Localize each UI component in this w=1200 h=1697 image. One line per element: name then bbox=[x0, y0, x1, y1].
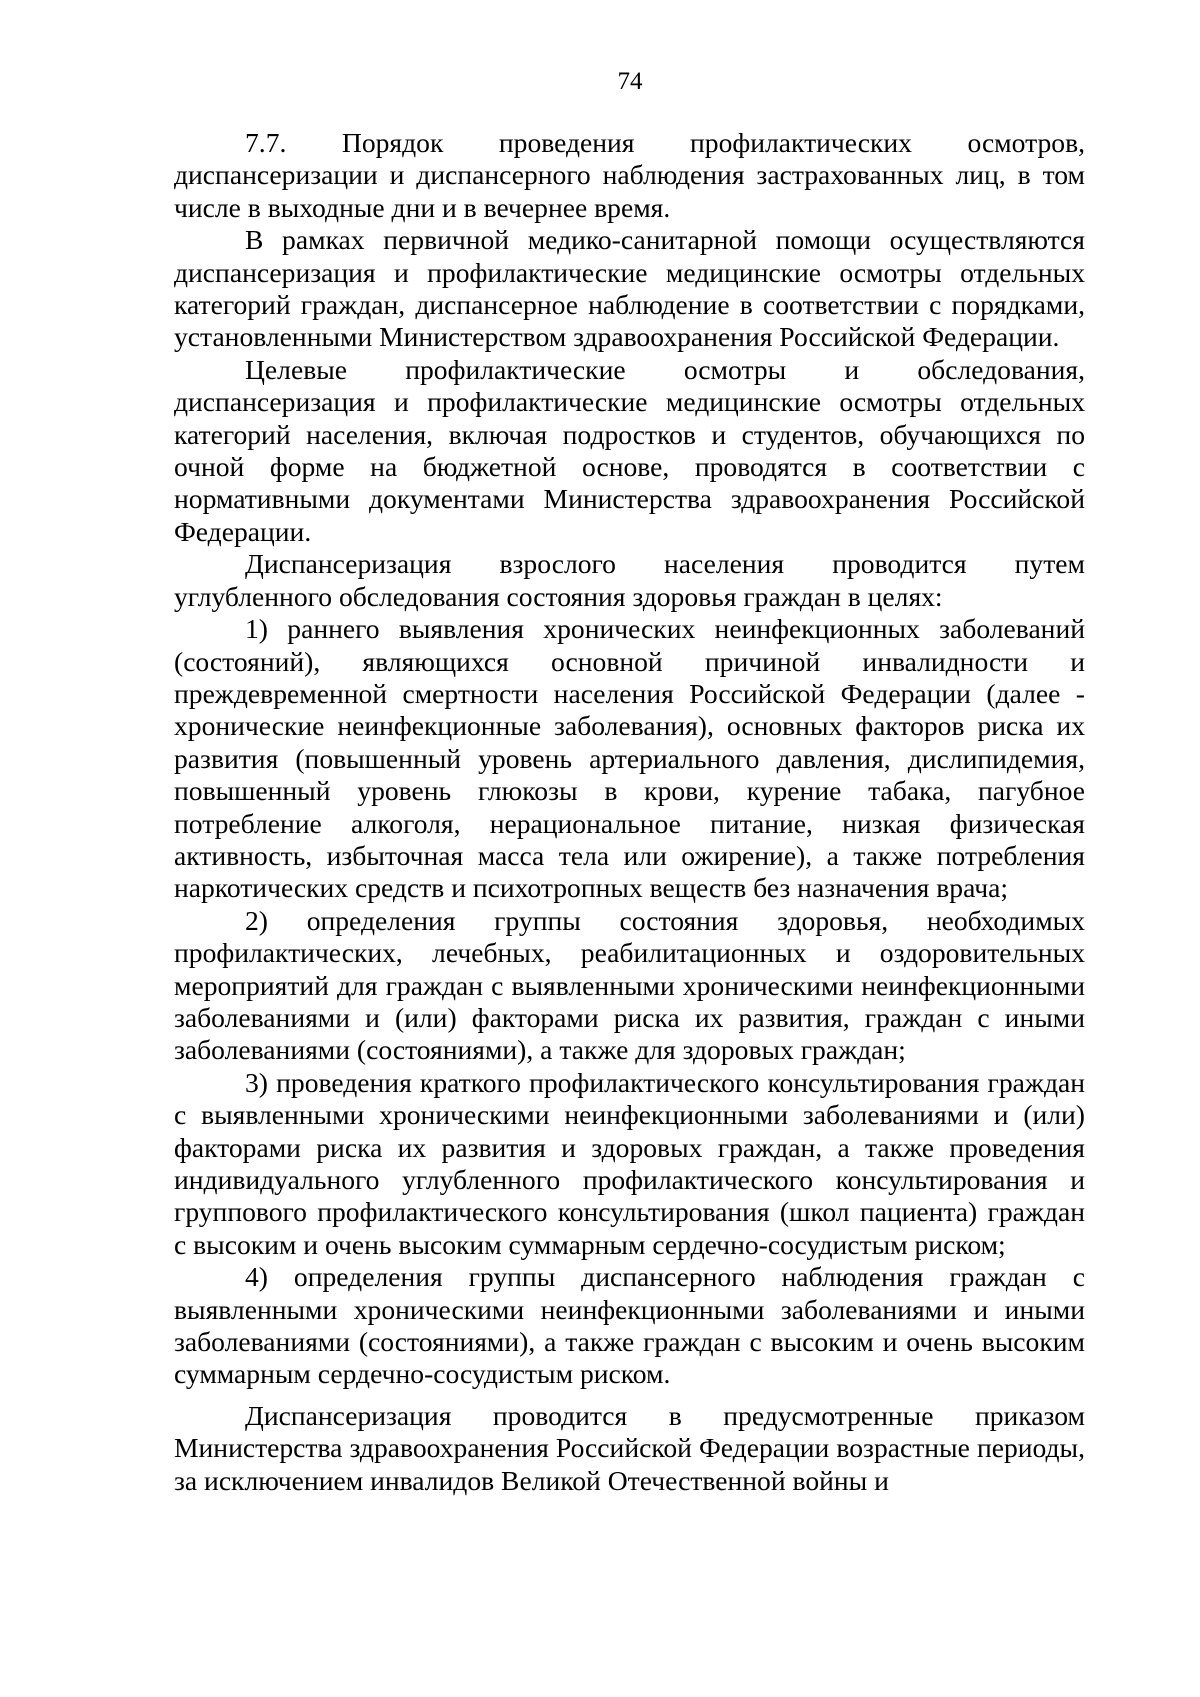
section-heading-paragraph: 7.7. Порядок проведения профилактических осмотров, диспансеризации и диспансерного наблюдения застрахованных лиц, в том числе в выходные дни и в вечернее время. bbox=[174, 127, 1085, 223]
list-item-paragraph: 2) определения группы состояния здоровья, необходимых профилактических, лечебных, реабилитационных и оздоровительных мероприятий для граждан с выявленными хроническими неинфекционными заболеваниями и (или) факторами риска их развития, граждан с иными заболеваниями (состояниями), а также для здоровых граждан; bbox=[174, 904, 1085, 1066]
list-item-paragraph: 1) раннего выявления хронических неинфекционных заболеваний (состояний), являющихся основной причиной инвалидности и преждевременной смертности населения Российской Федерации (далее - хронические неинфекционные заболевания), основных факторов риска их развития (повышенный уровень артериального давления, дислипидемия, повышенный уровень глюкозы в крови, курение табака, пагубное потребление алкоголя, нерациональное питание, низкая физическая активность, избыточная масса тела или ожирение), а также потребления наркотических средств и психотропных веществ без назначения врача; bbox=[174, 613, 1085, 904]
body-paragraph: В рамках первичной медико-санитарной помощи осуществляются диспансеризация и профилактические медицинские осмотры отдельных категорий граждан, диспансерное наблюдение в соответствии с порядками, установленными Министерством здравоохранения Российской Федерации. bbox=[174, 224, 1085, 353]
list-item-paragraph: 3) проведения краткого профилактического консультирования граждан с выявленными хроническими неинфекционными заболеваниями и (или) факторами риска их развития и здоровых граждан, а также проведения индивидуального углубленного профилактического консультирования и группового профилактического консультирования (школ пациента) граждан с высоким и очень высоким суммарным сердечно-сосудистым риском; bbox=[174, 1066, 1085, 1260]
list-item-paragraph: 4) определения группы диспансерного наблюдения граждан с выявленными хроническими неинфекционными заболеваниями и иными заболеваниями (состояниями), а также граждан с высоким и очень высоким суммарным сердечно-сосудистым риском. bbox=[174, 1261, 1085, 1390]
body-paragraph: Диспансеризация взрослого населения проводится путем углубленного обследования состояния здоровья граждан в целях: bbox=[174, 548, 1085, 612]
page-number: 74 bbox=[617, 68, 643, 95]
body-paragraph: Целевые профилактические осмотры и обследования, диспансеризация и профилактические медицинские осмотры отдельных категорий населения, включая подростков и студентов, обучающихся по очной форме на бюджетной основе, проводятся в соответствии с нормативными документами Министерства здравоохранения Российской Федерации. bbox=[174, 353, 1085, 547]
document-body bbox=[174, 127, 1085, 1497]
body-paragraph: Диспансеризация проводится в предусмотренные приказом Министерства здравоохранения Российской Федерации возрастные периоды, за исключением инвалидов Великой Отечественной войны и bbox=[174, 1399, 1085, 1496]
